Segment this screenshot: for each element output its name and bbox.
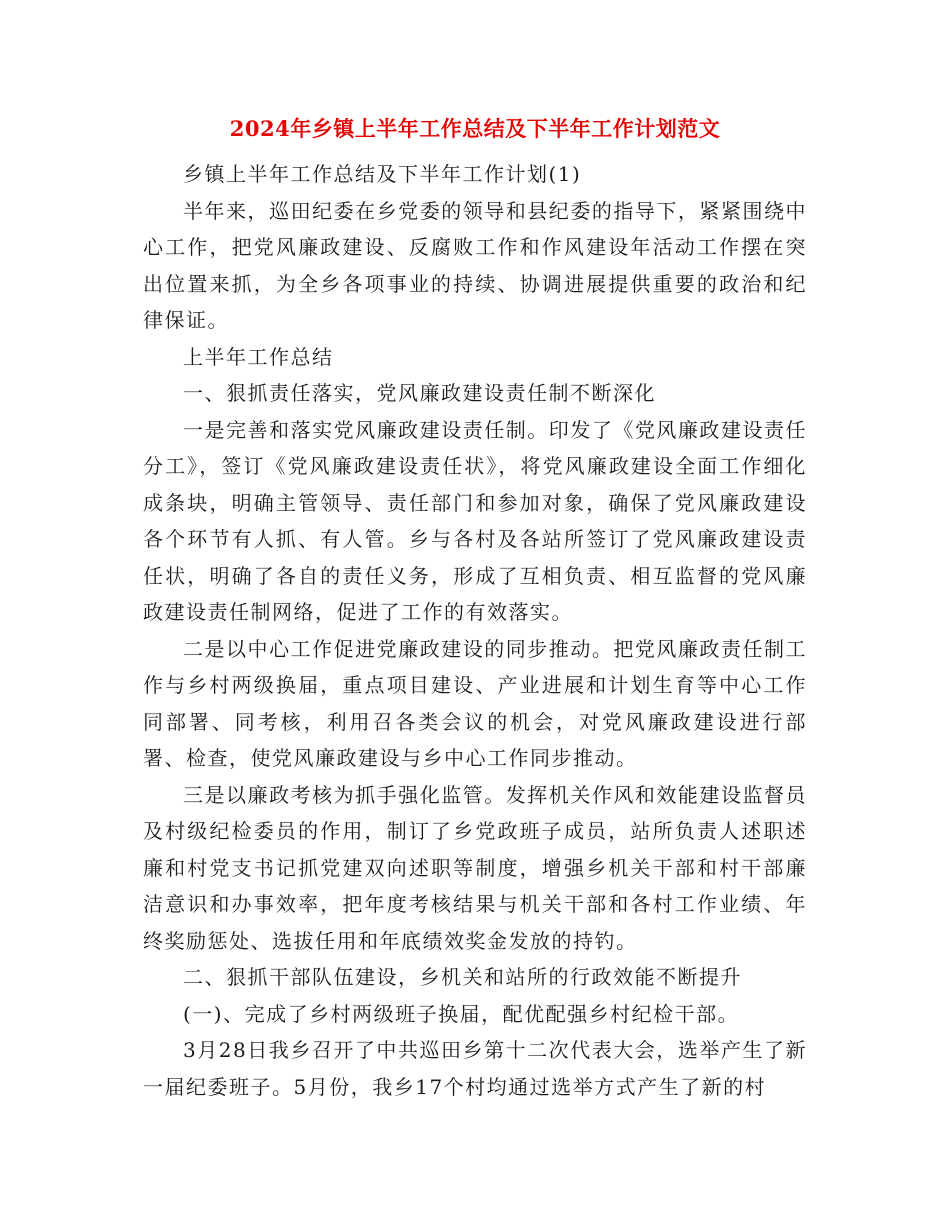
subsection-heading: (一)、完成了乡村两级班子换届，配优配强乡村纪检干部。: [183, 1001, 740, 1026]
body-paragraph: 二是以中心工作促进党廉政建设的同步推动。把党风廉政责任制工作与乡村两级换届，重点项目建设、产业进展和计划生育等中心工作同部署、同考核，利用召各类会议的机会，对党风廉政建设进行部署、检查，使党风廉政建设与乡中心工作同步推动。: [143, 636, 807, 770]
body-paragraph: 3月28日我乡召开了中共巡田乡第十二次代表大会，选举产生了新一届纪委班子。5月份，我乡17个村均通过选举方式产生了新的村: [143, 1038, 807, 1099]
body-paragraph: 半年来，巡田纪委在乡党委的领导和县纪委的指导下，紧紧围绕中心工作，把党风廉政建设、反腐败工作和作风建设年活动工作摆在突出位置来抓，为全乡各项事业的持续、协调进展提供重要的政治和纪律保证。: [143, 198, 807, 332]
document-title: 2024年乡镇上半年工作总结及下半年工作计划范文: [229, 116, 721, 141]
subtitle-paragraph: 乡镇上半年工作总结及下半年工作计划(1): [183, 162, 582, 186]
section-heading: 上半年工作总结: [183, 344, 334, 369]
section-heading: 一、狠抓责任落实，党风廉政建设责任制不断深化: [183, 381, 656, 405]
body-paragraph: 三是以廉政考核为抓手强化监管。发挥机关作风和效能建设监督员及村级纪检委员的作用，制订了乡党政班子成员，站所负责人述职述廉和村党支书记抓党建双向述职等制度，增强乡机关干部和村干部廉洁意识和办事效率，把年度考核结果与机关干部和各村工作业绩、年终奖励惩处、选拔任用和年底绩效奖金发放的持钓。: [143, 782, 807, 953]
document-body: [143, 112, 807, 1105]
body-paragraph: 一是完善和落实党风廉政建设责任制。印发了《党风廉政建设责任分工》，签订《党风廉政建设责任状》，将党风廉政建设全面工作细化成条块，明确主管领导、责任部门和参加对象，确保了党风廉政建设各个环节有人抓、有人管。乡与各村及各站所签订了党风廉政建设责任状，明确了各自的责任义务，形成了互相负责、相互监督的党风廉政建设责任制网络，促进了工作的有效落实。: [143, 417, 807, 624]
section-heading: 二、狠抓干部队伍建设，乡机关和站所的行政效能不断提升: [183, 965, 742, 989]
